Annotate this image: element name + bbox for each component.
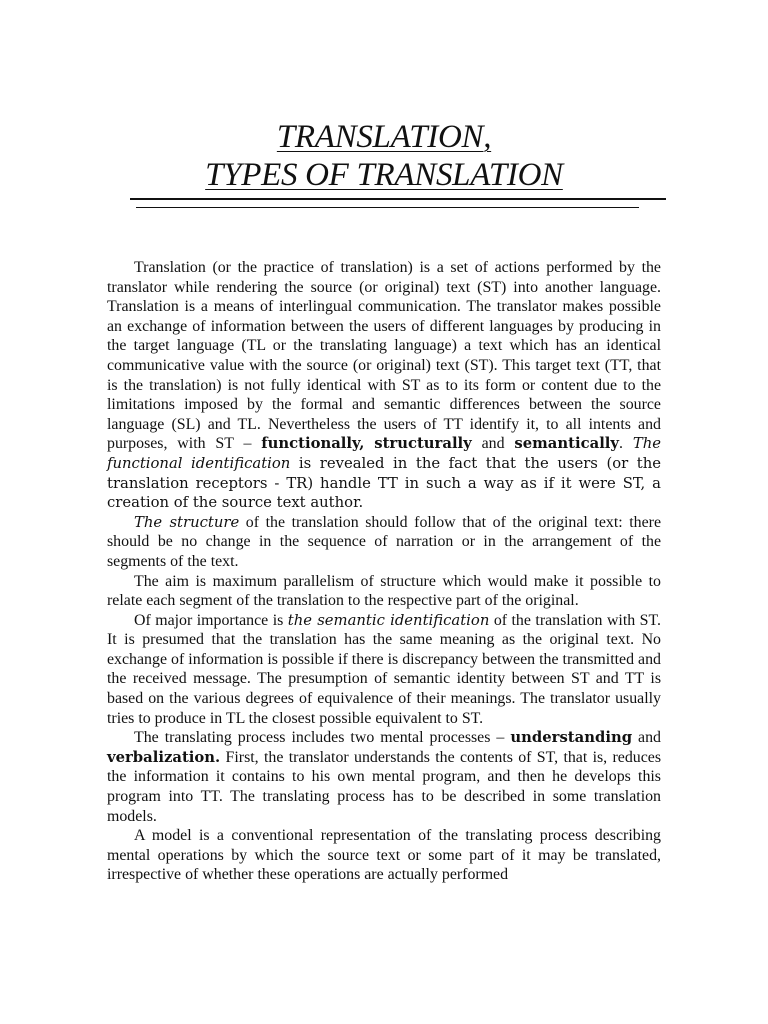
text-run: The aim is maximum parallelism of structure which would make it possible to relate each segment of the translation to the respective part of the original. — [107, 572, 661, 610]
bold-term: functionally, — [261, 435, 365, 453]
text-run: Of major importance is — [134, 611, 288, 629]
text-run: First, the translator understands the contents of ST, that is, reduces the information it contains to his own mental program, and then he develops this program into TT. The translating process has to be described in some translation models. — [107, 748, 661, 825]
bold-term: structurally — [374, 435, 472, 453]
paragraph-4 — [107, 611, 661, 729]
text-run: . — [619, 435, 633, 453]
text-run: and — [632, 729, 661, 747]
text-run — [364, 435, 374, 452]
bold-term: semantically — [514, 435, 620, 453]
text-run: The translating process includes two mental processes – — [134, 729, 511, 747]
page-title — [0, 118, 768, 194]
italic-term: The functional identification — [107, 435, 661, 472]
italic-term: the semantic identification — [287, 611, 490, 629]
bold-term: verbalization. — [107, 748, 221, 766]
title-line-1: TRANSLATION, — [276, 119, 492, 155]
text-run: A model is a conventional representation of the translating process describing mental operations by which the source text or some part of it may be translated, irrespective of whether these operations are actually performed — [107, 827, 661, 884]
title-divider-thick — [130, 198, 666, 200]
title-divider-thin — [136, 207, 639, 208]
body-text — [107, 258, 661, 885]
text-run: and — [471, 435, 515, 453]
bold-term: understanding — [510, 729, 633, 747]
text-run: of the translation with ST. It is presumed that the translation has the same meaning as the original text. No exchange of information is possible if there is discrepancy between the transmitted and the received message. The presumption of semantic identity between ST and TT is based on the various degrees of equivalence of their meanings. The translator usually tries to produce in TL the closest possible equivalent to ST. — [107, 611, 661, 727]
text-run: of the translation should follow that of the original text: there should be no change in the sequence of narration or in the arrangement of the segments of the text. — [107, 513, 661, 570]
paragraph-5 — [107, 728, 661, 826]
italic-term: The structure — [134, 513, 240, 531]
paragraph-2 — [107, 513, 661, 572]
paragraph-3 — [107, 572, 661, 611]
title-line-2: TYPES OF TRANSLATION — [205, 157, 563, 193]
paragraph-1 — [107, 258, 661, 513]
paragraph-6 — [107, 826, 661, 885]
text-run: Translation (or the practice of translation) is a set of actions performed by the translator while rendering the source (or original) text (ST) into another language. Translation is a means of interlingual communication. The translator makes possible an exchange of information between the users of different languages by producing in the target language (TL or the translating language) a text which has an identical communicative value with the source (or original) text (ST). This target text (TT, that is the translation) is not fully identical with ST as to its form or content due to the limitations imposed by the formal and semantic differences between the source language (SL) and TL. Nevertheless the users of TT identify it, to all intents and purposes, with ST – — [107, 259, 661, 453]
text-run: is revealed in the fact that the users (or the translation receptors - TR) handle TT in such a way as if it were ST, a creation of the source text author. — [107, 454, 661, 512]
